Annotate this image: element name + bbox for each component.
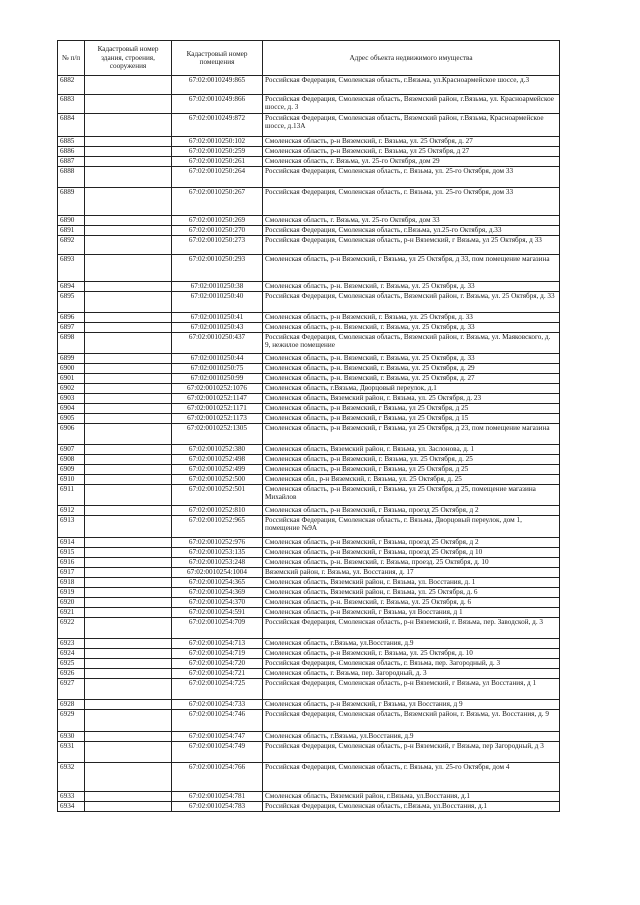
premise-cadastral-cell: 67:02:0010254:720: [172, 659, 263, 669]
row-number: 6886: [58, 147, 85, 157]
building-cadastral-cell: [85, 216, 172, 226]
address-cell: Смоленская область, р-н Вяземский, г. Вязьма, ул 25 Октября, д 27: [263, 147, 560, 157]
row-number: 6925: [58, 659, 85, 669]
row-number: 6893: [58, 255, 85, 282]
row-number: 6931: [58, 742, 85, 763]
address-cell: Смоленская область, р-н. Вяземский, г. Вязьма, ул. 25 Октября, д. 27: [263, 374, 560, 384]
premise-cadastral-cell: 67:02:0010252:380: [172, 445, 263, 455]
row-number: 6901: [58, 374, 85, 384]
table-row: [58, 608, 560, 618]
row-number: 6890: [58, 216, 85, 226]
document-sheet: [57, 40, 559, 812]
address-cell: Смоленская область, р-н. Вяземский, г. Вязьма, ул. 25 Октября, д. 33: [263, 323, 560, 333]
row-number: 6912: [58, 506, 85, 516]
building-cadastral-cell: [85, 323, 172, 333]
premise-cadastral-cell: 67:02:0010253:248: [172, 558, 263, 568]
header-num: № п/п: [58, 41, 85, 76]
table-row: [58, 394, 560, 404]
address-cell: Смоленская область, Вяземский район, г. Вязьма, ул. Заслонова, д. 1: [263, 445, 560, 455]
address-cell: Смоленская область, г.Вязьма, ул.Восстания, д.9: [263, 639, 560, 649]
address-cell: Вяземский район, г. Вязьма, ул. Восстания, д. 17: [263, 568, 560, 578]
building-cadastral-cell: [85, 445, 172, 455]
building-cadastral-cell: [85, 475, 172, 485]
premise-cadastral-cell: 67:02:0010254:746: [172, 710, 263, 732]
table-row: [58, 485, 560, 506]
table-row: [58, 424, 560, 445]
building-cadastral-cell: [85, 578, 172, 588]
premise-cadastral-cell: 67:02:0010250:259: [172, 147, 263, 157]
building-cadastral-cell: [85, 710, 172, 732]
row-number: 6897: [58, 323, 85, 333]
premise-cadastral-cell: 67:02:0010254:370: [172, 598, 263, 608]
building-cadastral-cell: [85, 137, 172, 147]
table-row: [58, 618, 560, 639]
premise-cadastral-cell: 67:02:0010252:1147: [172, 394, 263, 404]
row-number: 6900: [58, 364, 85, 374]
address-cell: Российская Федерация, Смоленская область, р-н Вяземский, г Вязьма, пер Загородный, д 3: [263, 742, 560, 763]
premise-cadastral-cell: 67:02:0010254:725: [172, 679, 263, 700]
address-cell: Российская Федерация, Смоленская область, Вяземский район, г. Вязьма, ул. Восстания, д. 9: [263, 710, 560, 732]
table-row: [58, 167, 560, 188]
address-cell: Российская Федерация, Смоленская область, г. Вязьма, Дворцовый переулок, дом 1, помещение №9А: [263, 516, 560, 538]
address-cell: Смоленская область, р-н Вяземский, г Вязьма, ул 25 Октября, д 25: [263, 465, 560, 475]
address-cell: Российская Федерация, Смоленская область, г.Вязьма, ул.Восстания, д.1: [263, 802, 560, 812]
premise-cadastral-cell: 67:02:0010254:783: [172, 802, 263, 812]
premise-cadastral-cell: 67:02:0010250:293: [172, 255, 263, 282]
table-row: [58, 137, 560, 147]
table-row: [58, 679, 560, 700]
table-header-row: [58, 41, 560, 76]
building-cadastral-cell: [85, 506, 172, 516]
table-row: [58, 742, 560, 763]
address-cell: Российская Федерация, Смоленская область, г. Вязьма, пер. Загородный, д. 3: [263, 659, 560, 669]
table-row: [58, 95, 560, 114]
building-cadastral-cell: [85, 313, 172, 323]
row-number: 6921: [58, 608, 85, 618]
building-cadastral-cell: [85, 598, 172, 608]
premise-cadastral-cell: 67:02:0010250:102: [172, 137, 263, 147]
building-cadastral-cell: [85, 485, 172, 506]
building-cadastral-cell: [85, 414, 172, 424]
address-cell: Смоленская область, р-н Вяземский, г Вязьма, ул Восстания, д 1: [263, 608, 560, 618]
building-cadastral-cell: [85, 792, 172, 802]
address-cell: Российская Федерация, Смоленская область, Вяземский район, г. Вязьма, ул. Маяковского, д. 9, нежилое помещение: [263, 333, 560, 354]
building-cadastral-cell: [85, 588, 172, 598]
table-row: [58, 292, 560, 313]
table-row: [58, 364, 560, 374]
table-row: [58, 669, 560, 679]
premise-cadastral-cell: 67:02:0010250:267: [172, 188, 263, 216]
premise-cadastral-cell: 67:02:0010250:437: [172, 333, 263, 354]
building-cadastral-cell: [85, 374, 172, 384]
premise-cadastral-cell: 67:02:0010254:713: [172, 639, 263, 649]
premise-cadastral-cell: 67:02:0010250:41: [172, 313, 263, 323]
row-number: 6929: [58, 710, 85, 732]
premise-cadastral-cell: 67:02:0010250:75: [172, 364, 263, 374]
premise-cadastral-cell: 67:02:0010254:591: [172, 608, 263, 618]
row-number: 6926: [58, 669, 85, 679]
premise-cadastral-cell: 67:02:0010252:965: [172, 516, 263, 538]
address-cell: Смоленская область, р-н Вяземский, г Вязьма, проезд 25 Октября, д 10: [263, 548, 560, 558]
building-cadastral-cell: [85, 282, 172, 292]
table-row: [58, 76, 560, 95]
table-row: [58, 548, 560, 558]
address-cell: Смоленская область, Вяземский район, г. Вязьма, ул. 25 Октября, д. 6: [263, 588, 560, 598]
table-row: [58, 282, 560, 292]
table-row: [58, 114, 560, 137]
row-number: 6917: [58, 568, 85, 578]
address-cell: Российская Федерация, Смоленская область, г.Вязьма, ул.Красноармейское шоссе, д.3: [263, 76, 560, 95]
table-row: [58, 475, 560, 485]
row-number: 6902: [58, 384, 85, 394]
row-number: 6924: [58, 649, 85, 659]
row-number: 6919: [58, 588, 85, 598]
premise-cadastral-cell: 67:02:0010252:1171: [172, 404, 263, 414]
row-number: 6930: [58, 732, 85, 742]
row-number: 6904: [58, 404, 85, 414]
premise-cadastral-cell: 67:02:0010254:365: [172, 578, 263, 588]
building-cadastral-cell: [85, 424, 172, 445]
table-row: [58, 354, 560, 364]
table-row: [58, 598, 560, 608]
address-cell: Российская Федерация, Смоленская область, р-н Вяземский, г Вязьма, ул Восстания, д 1: [263, 679, 560, 700]
table-row: [58, 313, 560, 323]
premise-cadastral-cell: 67:02:0010250:40: [172, 292, 263, 313]
premise-cadastral-cell: 67:02:0010254:733: [172, 700, 263, 710]
address-cell: Российская Федерация, Смоленская область, г. Вязьма, ул. 25-го Октября, дом 4: [263, 763, 560, 792]
row-number: 6907: [58, 445, 85, 455]
row-number: 6915: [58, 548, 85, 558]
building-cadastral-cell: [85, 167, 172, 188]
building-cadastral-cell: [85, 455, 172, 465]
row-number: 6927: [58, 679, 85, 700]
building-cadastral-cell: [85, 608, 172, 618]
row-number: 6920: [58, 598, 85, 608]
premise-cadastral-cell: 67:02:0010253:135: [172, 548, 263, 558]
row-number: 6888: [58, 167, 85, 188]
address-cell: Смоленская область, р-н Вяземский, г. Вязьма, ул. 25 Октября, д. 25: [263, 455, 560, 465]
table-row: [58, 445, 560, 455]
table-row: [58, 710, 560, 732]
building-cadastral-cell: [85, 95, 172, 114]
premise-cadastral-cell: 67:02:0010252:810: [172, 506, 263, 516]
address-cell: Российская Федерация, Смоленская область, Вяземский район, г.Вязьма, Красноармейское шоссе, д.13А: [263, 114, 560, 137]
address-cell: Смоленская область, р-н Вяземский, г. Вязьма, ул. 25 Октября, д. 33: [263, 313, 560, 323]
row-number: 6922: [58, 618, 85, 639]
table-row: [58, 404, 560, 414]
table-row: [58, 414, 560, 424]
address-cell: Смоленская область, р-н Вяземский, г Вязьма, проезд 25 Октября, д 2: [263, 506, 560, 516]
building-cadastral-cell: [85, 649, 172, 659]
table-row: [58, 763, 560, 792]
premise-cadastral-cell: 67:02:0010249:866: [172, 95, 263, 114]
building-cadastral-cell: [85, 404, 172, 414]
premise-cadastral-cell: 67:02:0010252:498: [172, 455, 263, 465]
premise-cadastral-cell: 67:02:0010249:865: [172, 76, 263, 95]
building-cadastral-cell: [85, 364, 172, 374]
premise-cadastral-cell: 67:02:0010250:99: [172, 374, 263, 384]
header-building-cadastral: Кадастровый номер здания, строения, сооружения: [85, 41, 172, 76]
row-number: 6892: [58, 236, 85, 255]
building-cadastral-cell: [85, 147, 172, 157]
row-number: 6883: [58, 95, 85, 114]
row-number: 6914: [58, 538, 85, 548]
table-row: [58, 188, 560, 216]
address-cell: Смоленская область, р-н Вяземский, г Вязьма, проезд 25 Октября, д 2: [263, 538, 560, 548]
premise-cadastral-cell: 67:02:0010252:501: [172, 485, 263, 506]
premise-cadastral-cell: 67:02:0010252:1305: [172, 424, 263, 445]
premise-cadastral-cell: 67:02:0010254:781: [172, 792, 263, 802]
premise-cadastral-cell: 67:02:0010249:872: [172, 114, 263, 137]
address-cell: Смоленская область, р-н Вяземский, г. Вязьма, ул. 25 Октября, д. 27: [263, 137, 560, 147]
building-cadastral-cell: [85, 732, 172, 742]
row-number: 6916: [58, 558, 85, 568]
address-cell: Российская Федерация, Смоленская область, г. Вязьма, ул. 25-го Октября, дом 33: [263, 188, 560, 216]
premise-cadastral-cell: 67:02:0010250:43: [172, 323, 263, 333]
row-number: 6899: [58, 354, 85, 364]
building-cadastral-cell: [85, 354, 172, 364]
premise-cadastral-cell: 67:02:0010252:499: [172, 465, 263, 475]
building-cadastral-cell: [85, 333, 172, 354]
building-cadastral-cell: [85, 255, 172, 282]
table-row: [58, 792, 560, 802]
table-row: [58, 578, 560, 588]
building-cadastral-cell: [85, 157, 172, 167]
row-number: 6885: [58, 137, 85, 147]
table-row: [58, 659, 560, 669]
premise-cadastral-cell: 67:02:0010250:38: [172, 282, 263, 292]
row-number: 6894: [58, 282, 85, 292]
table-row: [58, 649, 560, 659]
address-cell: Смоленская область, г.Вязьма, Дворцовый переулок, д.1: [263, 384, 560, 394]
building-cadastral-cell: [85, 659, 172, 669]
row-number: 6895: [58, 292, 85, 313]
row-number: 6903: [58, 394, 85, 404]
table-row: [58, 384, 560, 394]
building-cadastral-cell: [85, 700, 172, 710]
address-cell: Российская Федерация, Смоленская область, р-н Вяземский, г. Вязьма, пер. Заводской, д. 3: [263, 618, 560, 639]
address-cell: Смоленская область, г. Вязьма, ул. 25-го Октября, дом 29: [263, 157, 560, 167]
table-row: [58, 236, 560, 255]
premise-cadastral-cell: 67:02:0010250:261: [172, 157, 263, 167]
table-row: [58, 506, 560, 516]
premise-cadastral-cell: 67:02:0010252:1076: [172, 384, 263, 394]
address-cell: Смоленская область, р-н Вяземский, г Вязьма, ул Восстания, д 9: [263, 700, 560, 710]
premise-cadastral-cell: 67:02:0010250:269: [172, 216, 263, 226]
row-number: 6887: [58, 157, 85, 167]
address-cell: Смоленская область, р-н Вяземский, г Вязьма, ул 25 Октября, д 25, помещение магазина Михайлов: [263, 485, 560, 506]
premise-cadastral-cell: 67:02:0010250:264: [172, 167, 263, 188]
row-number: 6906: [58, 424, 85, 445]
row-number: 6882: [58, 76, 85, 95]
building-cadastral-cell: [85, 76, 172, 95]
table-row: [58, 374, 560, 384]
table-row: [58, 323, 560, 333]
table-row: [58, 538, 560, 548]
building-cadastral-cell: [85, 394, 172, 404]
address-cell: Смоленская область, р-н. Вяземский, г. Вязьма, ул. 25 Октября, д. 6: [263, 598, 560, 608]
header-premise-cadastral: Кадастровый номер помещения: [172, 41, 263, 76]
building-cadastral-cell: [85, 679, 172, 700]
building-cadastral-cell: [85, 548, 172, 558]
premise-cadastral-cell: 67:02:0010252:976: [172, 538, 263, 548]
header-address: Адрес объекта недвижимого имущества: [263, 41, 560, 76]
address-cell: Российская Федерация, Смоленская область, Вяземский район, г.Вязьма, ул. Красноармейское шоссе, д. 3: [263, 95, 560, 114]
building-cadastral-cell: [85, 742, 172, 763]
address-cell: Смоленская область, р-н. Вяземский, г. Вязьма, ул. 25 Октября, д. 33: [263, 282, 560, 292]
building-cadastral-cell: [85, 516, 172, 538]
address-cell: Смоленская область, р-н. Вяземский, г. Вязьма, ул. 25 Октября, д. 33: [263, 354, 560, 364]
address-cell: Смоленская область, г. Вязьма, пер. Загородный, д. 3: [263, 669, 560, 679]
table-row: [58, 255, 560, 282]
table-row: [58, 568, 560, 578]
row-number: 6934: [58, 802, 85, 812]
row-number: 6889: [58, 188, 85, 216]
row-number: 6884: [58, 114, 85, 137]
building-cadastral-cell: [85, 188, 172, 216]
building-cadastral-cell: [85, 568, 172, 578]
row-number: 6905: [58, 414, 85, 424]
table-row: [58, 226, 560, 236]
premise-cadastral-cell: 67:02:0010254:369: [172, 588, 263, 598]
address-cell: Смоленская область, г. Вязьма, ул. 25-го Октября, дом 33: [263, 216, 560, 226]
row-number: 6908: [58, 455, 85, 465]
premise-cadastral-cell: 67:02:0010252:1173: [172, 414, 263, 424]
address-cell: Смоленская область, р-н Вяземский, г Вязьма, ул 25 Октября, д 25: [263, 404, 560, 414]
address-cell: Российская Федерация, Смоленская область, Вяземский район, г. Вязьма, ул. 25 Октября, д. 33: [263, 292, 560, 313]
table-row: [58, 802, 560, 812]
address-cell: Смоленская область, г.Вязьма, ул.Восстания, д.9: [263, 732, 560, 742]
premise-cadastral-cell: 67:02:0010254:766: [172, 763, 263, 792]
premise-cadastral-cell: 67:02:0010250:44: [172, 354, 263, 364]
address-cell: Российская Федерация, Смоленская область, г.Вязьма, ул.25-го Октября, д.33: [263, 226, 560, 236]
row-number: 6896: [58, 313, 85, 323]
row-number: 6913: [58, 516, 85, 538]
premise-cadastral-cell: 67:02:0010250:273: [172, 236, 263, 255]
row-number: 6909: [58, 465, 85, 475]
building-cadastral-cell: [85, 763, 172, 792]
row-number: 6923: [58, 639, 85, 649]
building-cadastral-cell: [85, 618, 172, 639]
table-row: [58, 732, 560, 742]
address-cell: Смоленская область, Вяземский район, г. Вязьма, ул. Восстания, д. 1: [263, 578, 560, 588]
address-cell: Российская Федерация, Смоленская область, р-н Вяземский, г Вязьма, ул 25 Октября, д 33: [263, 236, 560, 255]
table-row: [58, 700, 560, 710]
table-row: [58, 516, 560, 538]
table-row: [58, 639, 560, 649]
building-cadastral-cell: [85, 226, 172, 236]
address-cell: Смоленская обл., р-н Вяземский, г. Вязьма, ул. 25 Октября, д. 25: [263, 475, 560, 485]
address-cell: Смоленская область, Вяземский район, г.Вязьма, ул.Восстания, д.1: [263, 792, 560, 802]
address-cell: Смоленская область, р-н Вяземский, г Вязьма, ул 25 Октября, д 15: [263, 414, 560, 424]
table-row: [58, 216, 560, 226]
building-cadastral-cell: [85, 558, 172, 568]
table-row: [58, 333, 560, 354]
property-table: [57, 40, 560, 812]
premise-cadastral-cell: 67:02:0010254:1004: [172, 568, 263, 578]
building-cadastral-cell: [85, 384, 172, 394]
premise-cadastral-cell: 67:02:0010254:709: [172, 618, 263, 639]
table-row: [58, 157, 560, 167]
address-cell: Смоленская область, р-н Вяземский, г Вязьма, ул 25 Октября, д 33, пом помещение магазина: [263, 255, 560, 282]
premise-cadastral-cell: 67:02:0010254:747: [172, 732, 263, 742]
address-cell: Смоленская область, р-н Вяземский, г. Вязьма, ул. 25 Октября, д. 10: [263, 649, 560, 659]
row-number: 6911: [58, 485, 85, 506]
table-row: [58, 588, 560, 598]
row-number: 6928: [58, 700, 85, 710]
row-number: 6932: [58, 763, 85, 792]
table-row: [58, 147, 560, 157]
premise-cadastral-cell: 67:02:0010252:500: [172, 475, 263, 485]
row-number: 6933: [58, 792, 85, 802]
row-number: 6918: [58, 578, 85, 588]
building-cadastral-cell: [85, 639, 172, 649]
row-number: 6898: [58, 333, 85, 354]
row-number: 6910: [58, 475, 85, 485]
premise-cadastral-cell: 67:02:0010254:721: [172, 669, 263, 679]
building-cadastral-cell: [85, 669, 172, 679]
premise-cadastral-cell: 67:02:0010254:719: [172, 649, 263, 659]
address-cell: Смоленская область, р-н Вяземский, г Вязьма, ул 25 Октября, д 23, пом помещение магазина: [263, 424, 560, 445]
table-row: [58, 558, 560, 568]
building-cadastral-cell: [85, 292, 172, 313]
address-cell: Смоленская область, р-н. Вяземский, г. Вязьма, проезд. 25 Октября, д. 10: [263, 558, 560, 568]
building-cadastral-cell: [85, 236, 172, 255]
building-cadastral-cell: [85, 538, 172, 548]
building-cadastral-cell: [85, 114, 172, 137]
table-row: [58, 465, 560, 475]
table-row: [58, 455, 560, 465]
address-cell: Российская Федерация, Смоленская область, г. Вязьма, ул. 25-го Октября, дом 33: [263, 167, 560, 188]
row-number: 6891: [58, 226, 85, 236]
address-cell: Смоленская область, р-н. Вяземский, г. Вязьма, ул. 25 Октября, д. 29: [263, 364, 560, 374]
premise-cadastral-cell: 67:02:0010250:270: [172, 226, 263, 236]
address-cell: Смоленская область, Вяземский район, г. Вязьма, ул. 25 Октября, д. 23: [263, 394, 560, 404]
building-cadastral-cell: [85, 802, 172, 812]
premise-cadastral-cell: 67:02:0010254:749: [172, 742, 263, 763]
building-cadastral-cell: [85, 465, 172, 475]
